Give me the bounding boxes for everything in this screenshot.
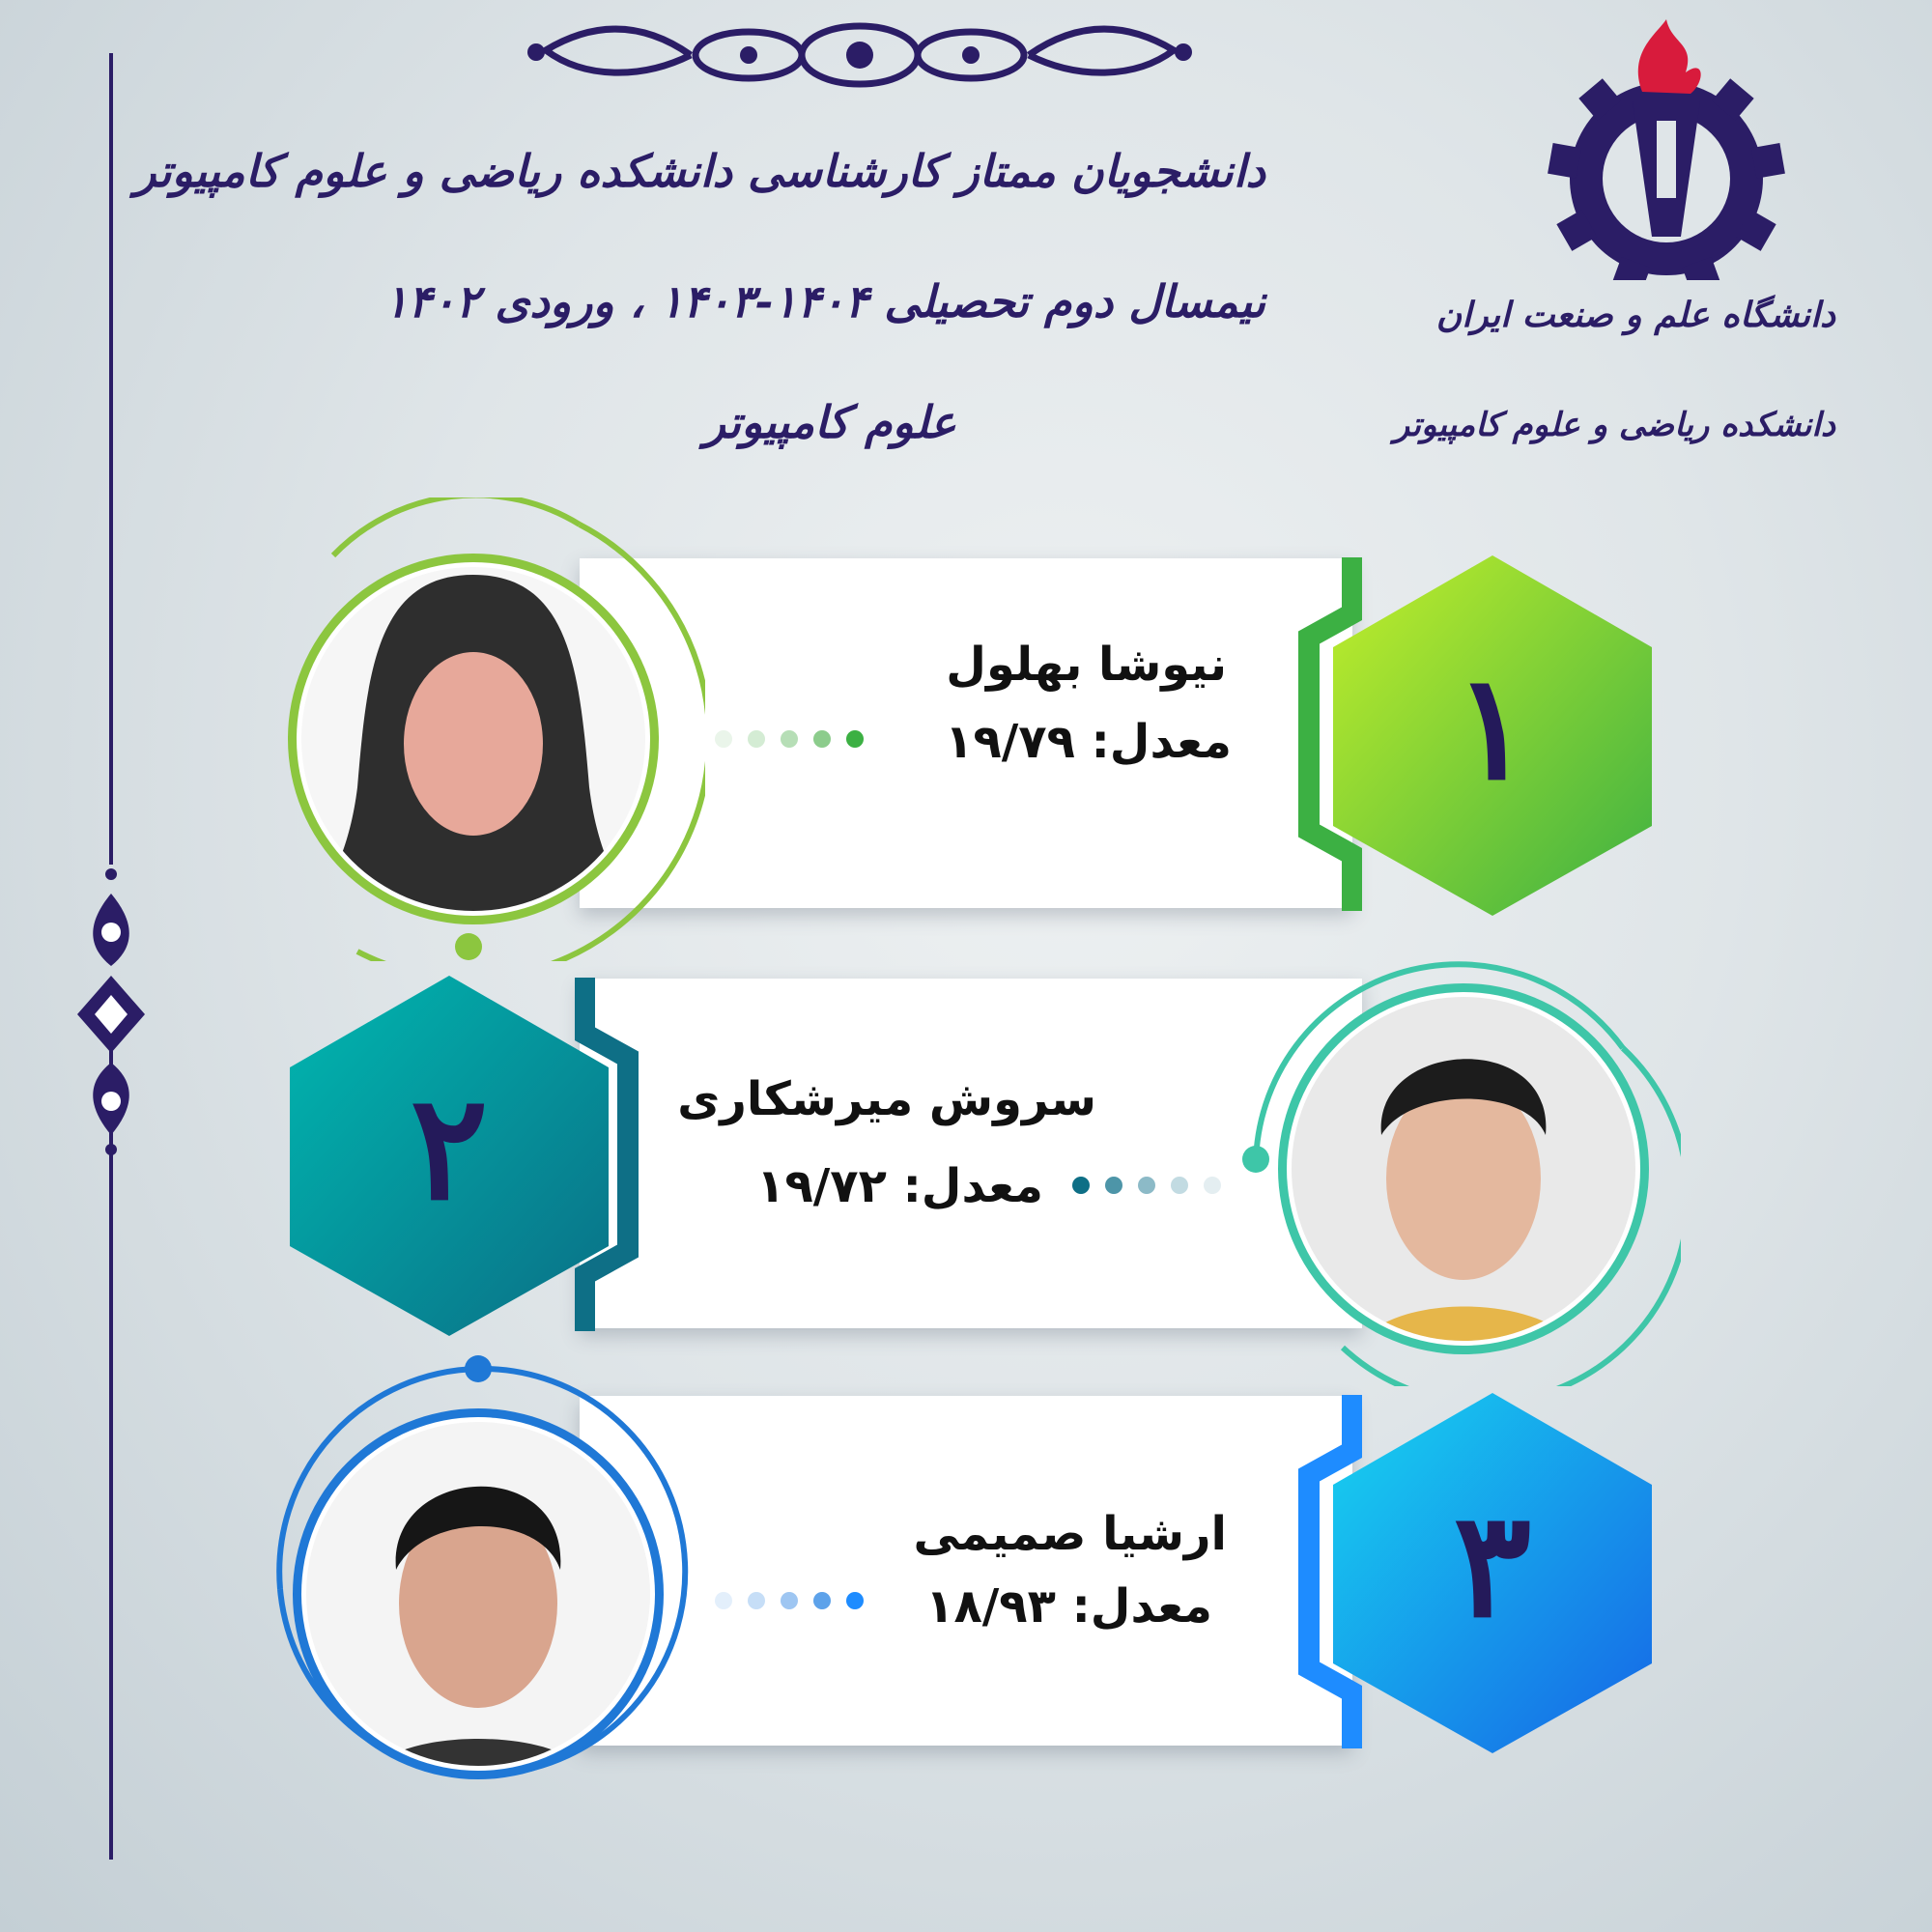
student-gpa-1 (945, 715, 1232, 769)
university-logo (1521, 19, 1811, 280)
photo-frame-2 (1236, 923, 1681, 1386)
progress-dots-2 (1065, 1177, 1229, 1198)
page-title-line-1: دانشجویان ممتاز کارشناسی دانشکده ریاضی و علوم کامپیوتر (134, 145, 1265, 197)
page-title-line-3: علوم کامپیوتر (703, 396, 956, 448)
photo-frame-3 (261, 1348, 705, 1811)
gpa-value-1: ۱۹/۷۹ (945, 715, 1075, 769)
progress-dots-3 (707, 1592, 871, 1613)
gpa-label-1: معدل: (1091, 715, 1232, 769)
student-name-2: سروش میرشکاری (677, 1072, 1096, 1126)
photo-frame-1 (261, 497, 705, 961)
gpa-value-3: ۱۸/۹۳ (925, 1579, 1056, 1634)
page-title-line-2: نیمسال دوم تحصیلی ۱۴۰۴-۱۴۰۳ ، ورودی ۱۴۰۲ (384, 275, 1265, 327)
student-gpa-2 (756, 1159, 1043, 1213)
rank-badge-3 (1328, 1388, 1657, 1755)
progress-dots-1 (707, 730, 871, 752)
rank-number-1: ۱ (1453, 642, 1532, 812)
side-ornament (77, 53, 145, 1860)
logo-faculty-name: دانشکده ریاضی و علوم کامپیوتر (1393, 406, 1835, 444)
student-name-3: ارشیا صمیمی (913, 1507, 1227, 1561)
rank-badge-1 (1328, 551, 1657, 918)
top-flourish (526, 12, 1193, 99)
gpa-value-2: ۱۹/۷۲ (756, 1159, 887, 1213)
logo-university-name: دانشگاه علم و صنعت ایران (1435, 295, 1835, 335)
gpa-label-3: معدل: (1071, 1579, 1212, 1634)
student-name-1: نیوشا بهلول (946, 638, 1227, 692)
rank-number-3: ۳ (1453, 1480, 1532, 1650)
rank-badge-2 (285, 971, 613, 1338)
rank-number-2: ۲ (410, 1063, 489, 1233)
gpa-label-2: معدل: (902, 1159, 1043, 1213)
student-gpa-3 (925, 1579, 1212, 1634)
